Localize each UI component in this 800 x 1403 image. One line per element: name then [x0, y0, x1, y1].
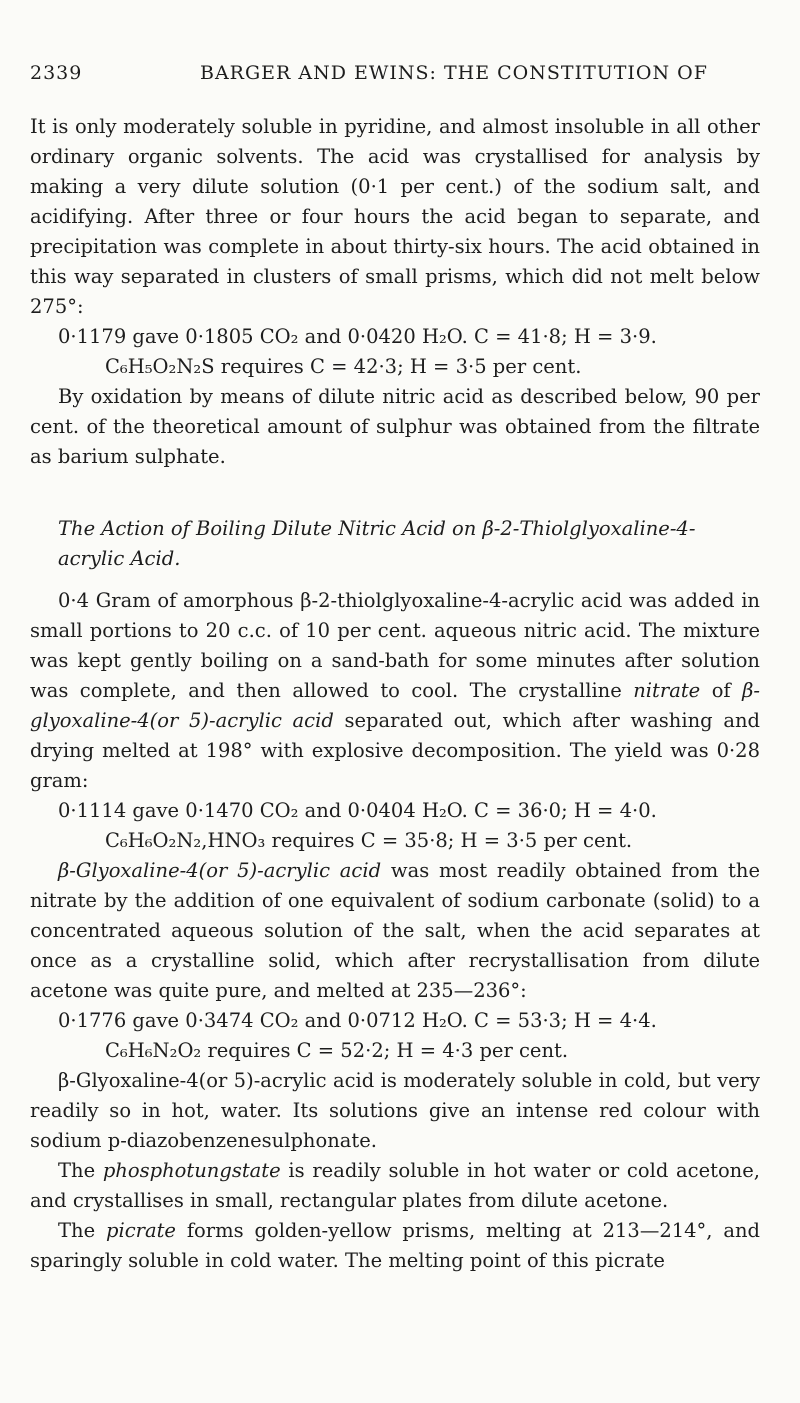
paragraph-4 [30, 856, 760, 1006]
paragraph-6 [30, 1156, 760, 1216]
page-number: 2339 [30, 62, 83, 84]
paragraph-3 [30, 586, 760, 796]
paragraph-3-end: separated out, which after washing and drying melted at 198° with explosive decomposition. The yield was 0·28 gram: [30, 709, 760, 792]
analysis-1-found: 0·1179 gave 0·1805 CO₂ and 0·0420 H₂O. C = 41·8; H = 3·9. [58, 325, 657, 348]
analysis-2-required: C₆H₆O₂N₂,HNO₃ requires C = 35·8; H = 3·5 per cent. [105, 829, 633, 852]
analysis-1-required: C₆H₅O₂N₂S requires C = 42·3; H = 3·5 per cent. [105, 355, 582, 378]
picrate-term: picrate [105, 1219, 176, 1242]
analysis-3-required: C₆H₆N₂O₂ requires C = 52·2; H = 4·3 per cent. [105, 1039, 569, 1062]
paragraph-7-end: forms golden-yellow prisms, melting at 213—214°, and sparingly soluble in cold water. The melting point of this picrate [30, 1219, 761, 1272]
article-body [30, 112, 760, 1276]
paragraph-3-start: 0·4 Gram of amorphous β-2-thiolglyoxaline-4-acrylic acid was added in small portions to 20 c.c. of 10 per cent. aqueous nitric acid. The mixture was kept gently boiling on a sand-bath for some minutes after solution was complete, and then allowed to cool. The crystalline [30, 589, 760, 702]
analysis-2-found: 0·1114 gave 0·1470 CO₂ and 0·0404 H₂O. C = 36·0; H = 4·0. [58, 799, 657, 822]
paragraph-6-end: is readily soluble in hot water or cold acetone, and crystallises in small, rectangular plates from dilute acetone. [30, 1159, 760, 1212]
paragraph-5: β-Glyoxaline-4(or 5)-acrylic acid is moderately soluble in cold, but very readily so in hot, water. Its solutions give an intense red colour with sodium p-diazobenzenesulphonate. [30, 1069, 760, 1152]
compound-name-2: β-Glyoxaline-4(or 5)-acrylic acid [58, 859, 382, 882]
paragraph-4-text: was most readily obtained from the nitrate by the addition of one equivalent of sodium carbonate (solid) to a concentrated aqueous solution of the salt, when the acid separates at once as a crystalline solid, which after recrystallisation from dilute acetone was quite pure, and melted at 235—236°: [30, 859, 760, 1002]
paragraph-3-of: of [711, 679, 731, 702]
paragraph-7 [30, 1216, 760, 1276]
running-title: BARGER AND EWINS: THE CONSTITUTION OF [200, 62, 708, 84]
paragraph-1: It is only moderately soluble in pyridine, and almost insoluble in all other ordinary organic solvents. The acid was crystallised for analysis by making a very dilute solution (0·1 per cent.) of the sodium salt, and acidifying. After three or four hours the acid began to separate, and precipitation was complete in about thirty-six hours. The acid obtained in this way separated in clusters of small prisms, which did not melt below 275°: [30, 115, 760, 318]
section-gap [30, 472, 760, 500]
paragraph-7-start: The [58, 1219, 96, 1242]
nitrate-term: nitrate [633, 679, 701, 702]
paragraph-6-start: The [58, 1159, 96, 1182]
analysis-3-found: 0·1776 gave 0·3474 CO₂ and 0·0712 H₂O. C = 53·3; H = 4·4. [58, 1009, 657, 1032]
phosphotungstate-term: phosphotungstate [102, 1159, 281, 1182]
paragraph-2: By oxidation by means of dilute nitric acid as described below, 90 per cent. of the theoretical amount of sulphur was obtained from the filtrate as barium sulphate. [30, 385, 760, 468]
page-header [30, 62, 760, 88]
section-heading: The Action of Boiling Dilute Nitric Acid on β-2-Thiolglyoxaline-4-acrylic Acid. [58, 517, 696, 570]
compound-name-1: β-glyoxaline-4(or 5)-acrylic acid [30, 679, 760, 732]
